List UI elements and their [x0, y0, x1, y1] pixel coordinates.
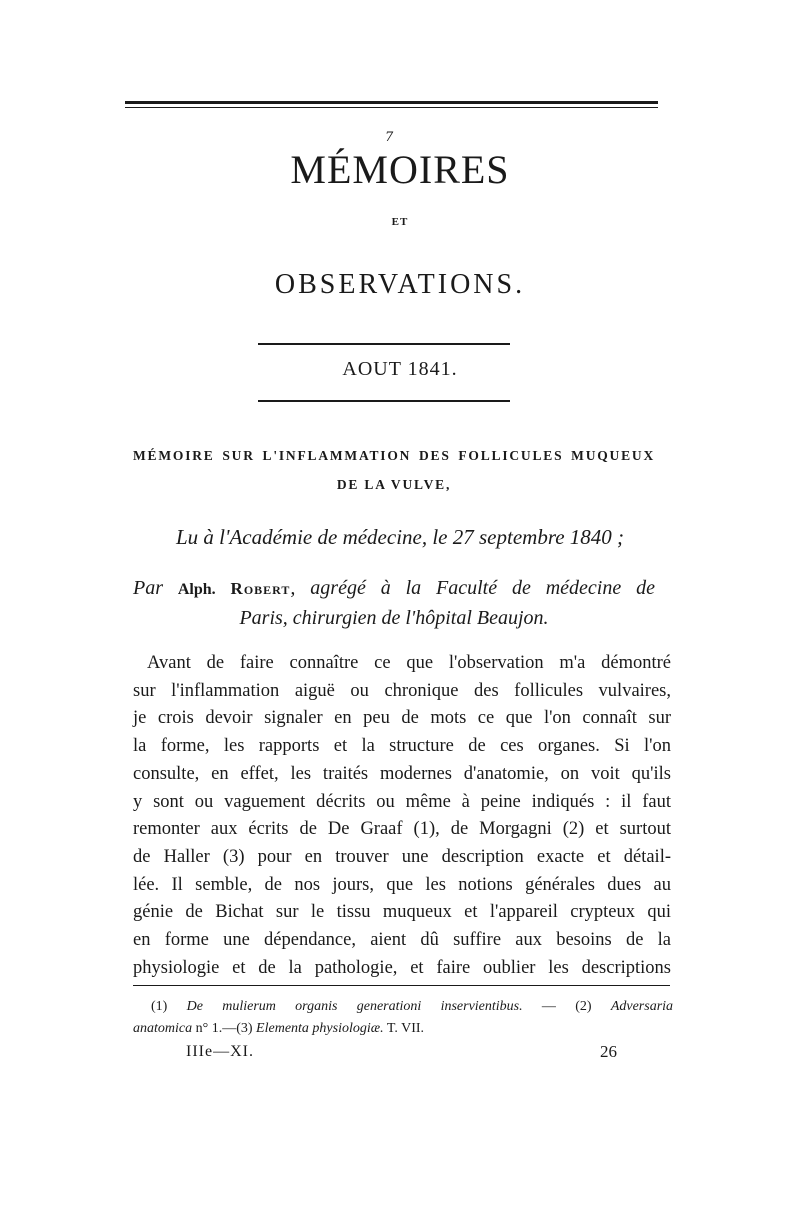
page-number: 26 — [600, 1042, 617, 1061]
byline-line-1 — [133, 574, 655, 604]
author-surname: Robert — [230, 579, 291, 598]
footnote-1-text: De mulierum organis generationi inservientibus. — [186, 999, 523, 1014]
printer-signature: IIIe—XI. — [186, 1043, 254, 1060]
footnotes — [133, 996, 673, 1040]
date-rule-bottom — [258, 400, 510, 402]
header-double-rule — [125, 101, 658, 108]
section-subtitle: OBSERVATIONS. — [274, 269, 526, 300]
section-title: MÉMOIRES — [290, 147, 510, 192]
author-first-name: Alph. — [177, 581, 216, 598]
author-byline — [133, 574, 655, 633]
article-title-line-2: DE LA VULVE, — [336, 477, 452, 492]
article-title — [133, 440, 655, 501]
body-line: sur l'inflammation aiguë ou chronique des follicules vulvaires, — [133, 680, 671, 701]
body-line: remonter aux écrits de De Graaf (1), de Morgagni (2) et surtout — [133, 819, 671, 840]
footnote-2-text-a: Adversaria — [610, 999, 674, 1014]
date-rule-top — [258, 343, 510, 345]
body-line: génie de Bichat sur le tissu muqueux et l'appareil crypteux qui — [133, 902, 671, 923]
footnote-1-marker: (1) — [151, 999, 168, 1014]
body-line: la forme, les rapports et la structure de ces organes. Si l'on — [133, 736, 671, 757]
footnote-dash: — — [541, 999, 556, 1014]
body-line: de Haller (3) pour en trouver une description exacte et détail- — [133, 846, 671, 867]
footnote-2-number: n° 1. — [195, 1021, 223, 1036]
body-line: en forme une dépendance, aient dû suffire aux besoins de la — [133, 930, 671, 951]
body-line: lée. Il semble, de nos jours, que les notions générales dues au — [133, 874, 671, 895]
author-role-1: , agrégé à la Faculté de médecine de — [290, 577, 655, 599]
footnote-3-marker: —(3) — [222, 1021, 253, 1036]
body-line: consulte, en effet, les traités modernes d'anatomie, on voit qu'ils — [133, 763, 671, 784]
article-body — [133, 650, 671, 982]
folio-mark: 7 — [385, 130, 394, 145]
footnote-line-1 — [133, 996, 673, 1018]
read-at-academy: Lu à l'Académie de médecine, le 27 septembre 1840 ; — [175, 525, 625, 549]
footnote-rule — [133, 985, 670, 986]
footnote-3-text: Elementa physiologiæ. — [256, 1021, 384, 1036]
issue-date: AOUT 1841. — [342, 358, 458, 380]
article-title-line-1: MÉMOIRE SUR L'INFLAMMATION DES FOLLICULES MUQUEUX — [133, 448, 655, 463]
author-role-2: Paris, chirurgien de l'hôpital Beaujon. — [239, 607, 549, 629]
footnote-3-volume: T. VII. — [386, 1021, 425, 1036]
body-line: y sont ou vaguement décrits ou même à peine indiqués : il faut — [133, 791, 671, 812]
body-line: Avant de faire connaître ce que l'observation m'a démontré — [147, 653, 671, 673]
footnote-2-marker: (2) — [575, 999, 592, 1014]
footnote-2-text-b: anatomica — [133, 1021, 193, 1036]
body-line: physiologie et de la pathologie, et faire oublier les descriptions — [133, 957, 671, 978]
byline-par: Par — [133, 577, 163, 599]
body-line: je crois devoir signaler en peu de mots ce que l'on connaît sur — [133, 708, 671, 729]
footnote-line-2 — [133, 1018, 673, 1040]
section-title-conjunction: ET — [391, 216, 409, 228]
